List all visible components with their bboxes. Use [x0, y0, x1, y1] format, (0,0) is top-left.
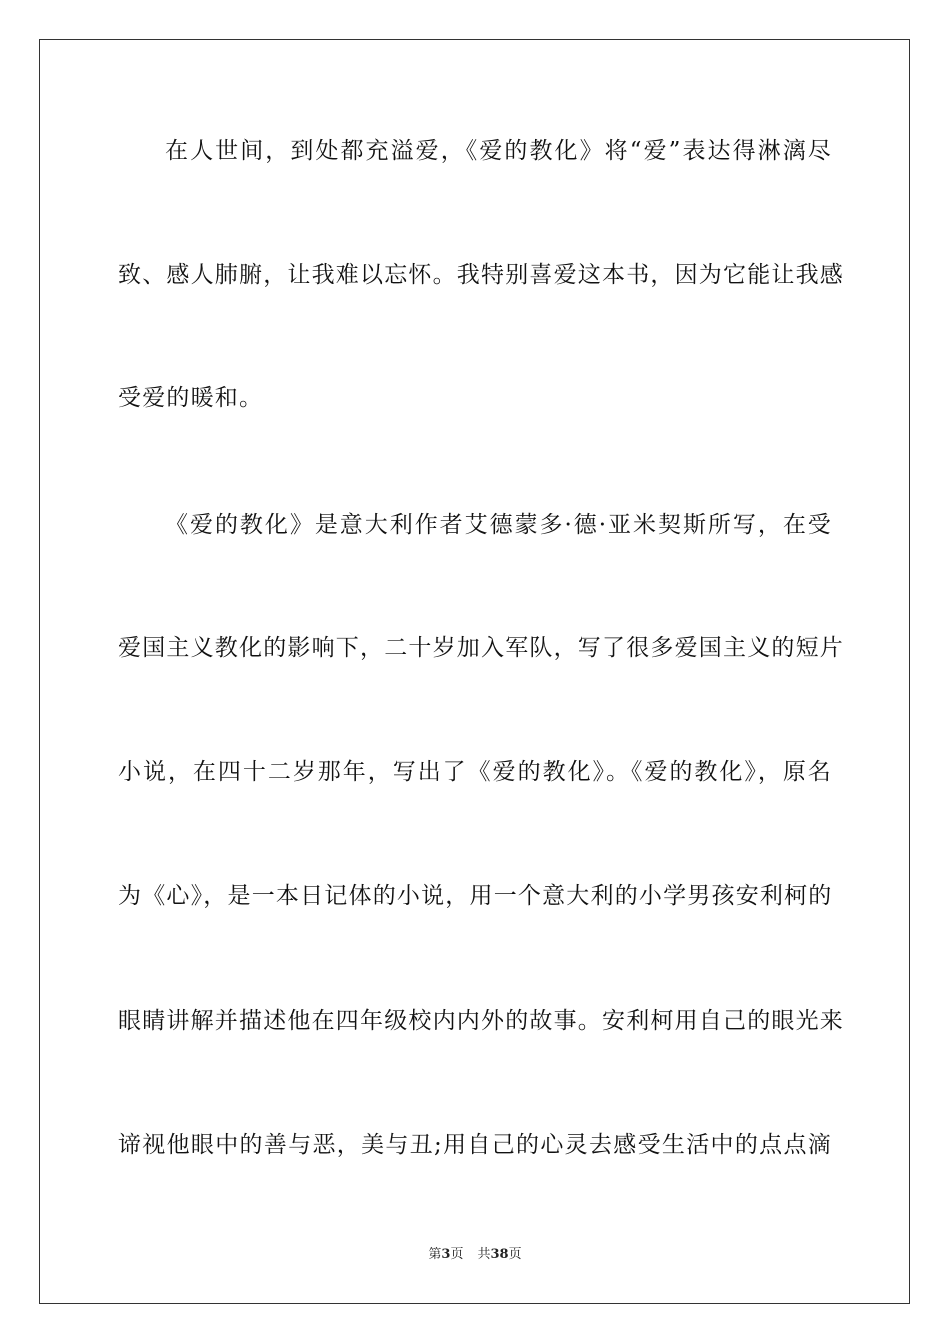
paragraph-2-line-1: 《爱的教化》是意大利作者艾德蒙多·德·亚米契斯所写，在受	[165, 512, 832, 538]
page-prefix: 第	[428, 1247, 442, 1262]
paragraph-2-line-4: 为《心》，是一本日记体的小说，用一个意大利的小学男孩安利柯的	[118, 883, 833, 909]
total-page-count: 38	[490, 1247, 509, 1262]
paragraph-1-line-1: 在人世间，到处都充溢爱，《爱的教化》将“爱”表达得淋漓尽	[165, 138, 832, 164]
paragraph-1-line-3: 受爱的暖和。	[118, 385, 264, 411]
paragraph-2-line-3: 小说，在四十二岁那年，写出了《爱的教化》。《爱的教化》，原名	[118, 759, 832, 785]
current-page-number: 3	[441, 1247, 451, 1262]
paragraph-1-line-2: 致、感人肺腑，让我难以忘怀。我特别喜爱这本书，因为它能让我感	[118, 262, 844, 288]
page-suffix: 页	[450, 1247, 464, 1262]
paragraph-2-line-6: 谛视他眼中的善与恶，美与丑;用自己的心灵去感受生活中的点点滴	[118, 1132, 832, 1158]
paragraph-2-line-5: 眼睛讲解并描述他在四年级校内内外的故事。安利柯用自己的眼光来	[118, 1008, 844, 1034]
total-suffix: 页	[508, 1247, 522, 1262]
page-border	[39, 39, 910, 1304]
paragraph-2-line-2: 爱国主义教化的影响下，二十岁加入军队，写了很多爱国主义的短片	[118, 635, 844, 661]
page-footer	[0, 1246, 950, 1264]
total-prefix: 共	[477, 1247, 491, 1262]
